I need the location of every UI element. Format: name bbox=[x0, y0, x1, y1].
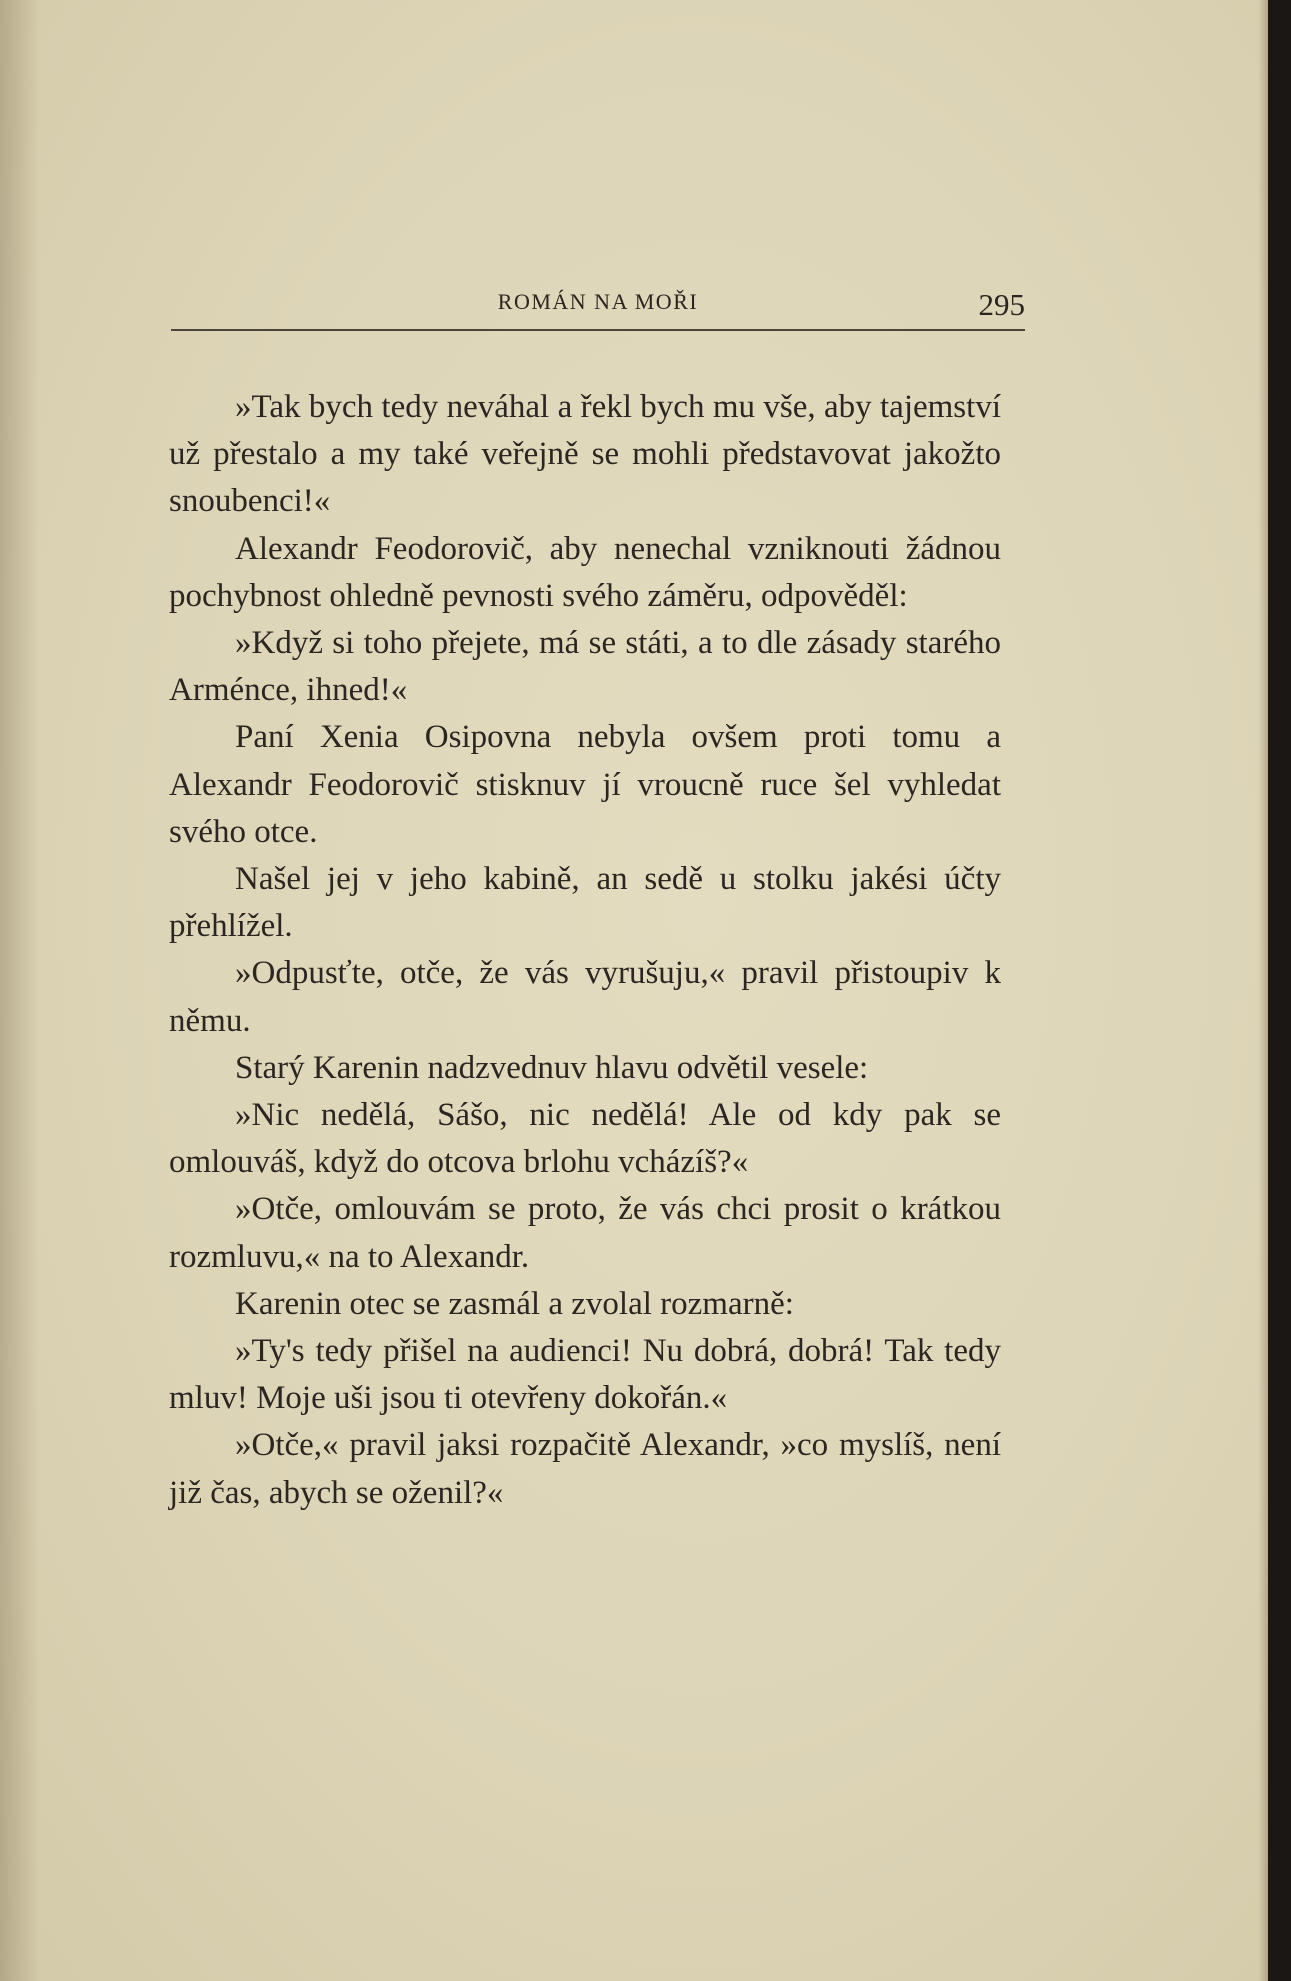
paragraph: »Odpusťte, otče, že vás vyrušuju,« pravil přistoupiv k němu. bbox=[169, 955, 1001, 1039]
gutter-shadow bbox=[0, 0, 40, 1981]
paragraph: »Otče, omlouvám se proto, že vás chci prosit o krátkou rozmluvu,« na to Alexandr. bbox=[169, 1191, 1001, 1275]
paragraph: »Tak bych tedy neváhal a řekl bych mu vše, aby tajemství už přestalo a my také veřejně se mohli představovat jakožto snoubenci!« bbox=[169, 389, 1001, 520]
page-number: 295 bbox=[978, 287, 1025, 322]
paragraph: Starý Karenin nadzvednuv hlavu odvětil vesele: bbox=[235, 1049, 869, 1086]
page-edge-shadow bbox=[1258, 0, 1268, 1981]
header-rule bbox=[171, 329, 1025, 331]
paragraph: »Otče,« pravil jaksi rozpačitě Alexandr, »co myslíš, není již čas, abych se oženil?« bbox=[169, 1427, 1001, 1511]
paragraph: Našel jej v jeho kabině, an sedě u stolku jakési účty přehlížel. bbox=[169, 861, 1001, 945]
body-text bbox=[169, 384, 1001, 1517]
paragraph: »Když si toho přejete, má se státi, a to dle zásady starého Arménce, ihned!« bbox=[169, 625, 1001, 709]
running-title: ROMÁN NA MOŘI bbox=[497, 289, 699, 314]
paragraph: »Nic nedělá, Sášo, nic nedělá! Ale od kdy pak se omlouváš, když do otcova brlohu vcházíš?« bbox=[169, 1097, 1001, 1181]
paragraph: Karenin otec se zasmál a zvolal rozmarně: bbox=[235, 1285, 794, 1322]
paragraph: »Ty's tedy přišel na audienci! Nu dobrá, dobrá! Tak tedy mluv! Moje uši jsou ti otevřeny dokořán.« bbox=[169, 1333, 1001, 1417]
running-head bbox=[171, 283, 1025, 335]
paragraph: Paní Xenia Osipovna nebyla ovšem proti tomu a Alexandr Feodorovič stisknuv jí vroucně ruce šel vyhledat svého otce. bbox=[169, 719, 1001, 850]
paragraph: Alexandr Feodorovič, aby nenechal vzniknouti žádnou pochybnost ohledně pevnosti svého záměru, odpověděl: bbox=[169, 530, 1001, 614]
